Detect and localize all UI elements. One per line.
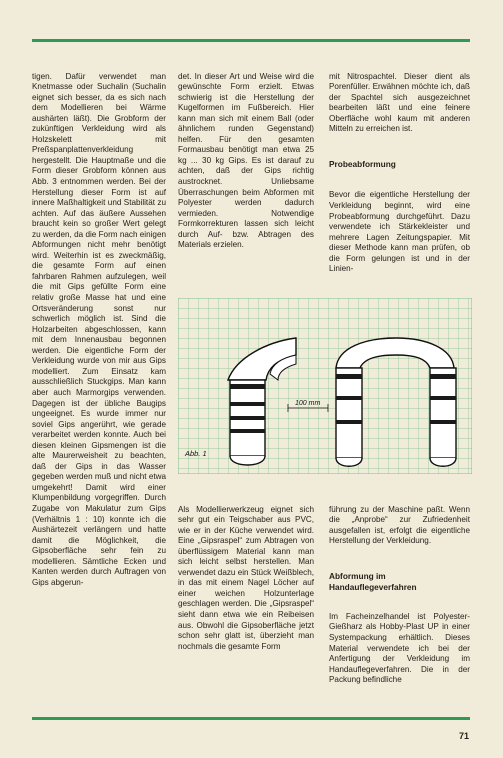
- column-2-top: [178, 61, 314, 261]
- column-1-text: tigen. Dafür verwendet man Knetmasse oder Suchalin (Suchalin eignet sich besser, da es sich nach dem Modellieren bei Wärme aushärten läßt). Die Grobform der zukünftigen Verkleidung wird als Holzskelett mit Preßspanplattenverkleidung hergestellt. Die Hauptmaße und die Form dieser Grobform können aus Abb. 3 entnommen werden. Bei der Herstellung dieser Form ist auf innere Maßhaltigkeit und Stabilität zu achten. Auf das äußere Aussehen braucht kein so großer Wert gelegt zu werden, da die Form nach einigen Abformungen nicht mehr benötigt wird. Weiterhin ist es zweckmäßig, die gesamte Form auf einen fahrbaren Rahmen aufzulegen, weil die mit Gips gefüllte Form eine relativ große Masse hat und eine Ortsveränderung sonst nur schwerlich möglich ist. Sind die Holzarbeiten abgeschlossen, kann mit dem Innenausbau begonnen werden. Die eigentliche Form der Verkleidung wurde von mir aus Gips modelliert. Zum Einsatz kam ausschließlich Stuckgips. Man kann aber auch Marmorgips verwenden. Dagegen ist der übliche Baugips ungeeignet. Es wurde immer nur soviel Gips angerührt, wie gerade verarbeitet werden konnte. Auch bei diesen kleinen Gipsmengen ist die alte Maurerweisheit zu beachten, daß der Gips in das Wasser gegeben werden muß und nicht etwa umgekehrt! Damit wird einer Klumpenbildung vorgegriffen. Durch Zugabe von Makulatur zum Gips (Verhältnis 1 : 10) konnte ich die Aushärtezeit verlängern und hatte damit die Möglichkeit, die Gipsoberfläche sehr fein zu modellieren. Sämtliche Ecken und Kanten werden durch Auftragen von Gips abgerun-: [32, 71, 166, 587]
- heading-probeabformung: Probeabformung: [329, 159, 396, 170]
- bottom-rule: [32, 717, 470, 720]
- column-1: [32, 61, 166, 599]
- figure-abb-1: [178, 298, 472, 474]
- scale-label: 100 mm: [295, 400, 321, 407]
- column-3-text-2: Bevor die eigentliche Herstellung der Verkleidung beginnt, wird eine Probeabformung durchgeführt. Dazu verwendete ich Stärkekleister und mehrere Lagen Zeitungspapier. Mit dieser Methode kann man prüfen, ob die Form gelungen ist und in der Linien-: [329, 190, 470, 274]
- column-2-bottom: [178, 494, 314, 663]
- heading-handauflegeverfahren: Abformung im Handauflegeverfahren: [329, 571, 417, 592]
- column-3-top: [329, 61, 470, 285]
- column-3-text-3: führung zu der Maschine paßt. Wenn die „Anprobe“ zur Zufriedenheit ausgefallen ist, erfolgt die eigentliche Herstellung der Verkleidung.: [329, 504, 470, 546]
- column-3-text-1: mit Nitrospachtel. Dieser dient als Porenfüller. Erwähnen möchte ich, daß der Spachtel sich ausgezeichnet bearbeiten läßt und eine feinere Oberfläche wohl kaum mit anderen Mitteln zu erreichen ist.: [329, 71, 470, 134]
- column-2-text-top: det. In dieser Art und Weise wird die gewünschte Form erzielt. Etwas schwierig ist die Herstellung der Kugelformen im Fußbereich. Hier kann man sich mit einem Ball (oder ähnlichem runden Gegenstand) helfen. Für den gesamten Formausbau benötigt man etwa 25 kg ... 30 kg Gips. Es ist darauf zu achten, daß der Gips richtig austrocknet. Unliebsame Überraschungen beim Abformen mit Polyester werden dadurch vermieden. Notwendige Formkorrekturen lassen sich leicht durch Auf- bzw. Abtragen des Materials erzielen.: [178, 71, 314, 250]
- figure-grid: [178, 298, 472, 474]
- figure-caption: Abb. 1: [185, 449, 207, 458]
- page-number: 71: [458, 731, 469, 741]
- column-3-text-4: Im Facheinzelhandel ist Polyester-Gießharz als Hobby-Plast UP in einer Systempackung erhältlich. Dieses Material verwendete ich bei der Anfertigung der Verkleidung im Handauflegeverfahren. Die in der Packung befindliche: [329, 611, 470, 685]
- column-2-text-bottom: Als Modellierwerkzeug eignet sich sehr gut ein Teigschaber aus PVC, wie er in der Küche verwendet wird. Eine „Gipsraspel“ zum Abtragen von überflüssigem Material kann man sich leicht selbst herstellen. Man verwendet dazu ein Stück Weißblech, in das mit einem Nagel Löcher auf einer weichen Holzunterlage geschlagen werden. Die „Gipsraspel“ sieht dann etwa wie ein Reibeisen aus. Obwohl die Gipsoberfläche jetzt schon sehr glatt ist, überzieht man nochmals die gesamte Form: [178, 504, 314, 651]
- column-3-bottom: [329, 494, 470, 696]
- top-rule: [32, 39, 470, 42]
